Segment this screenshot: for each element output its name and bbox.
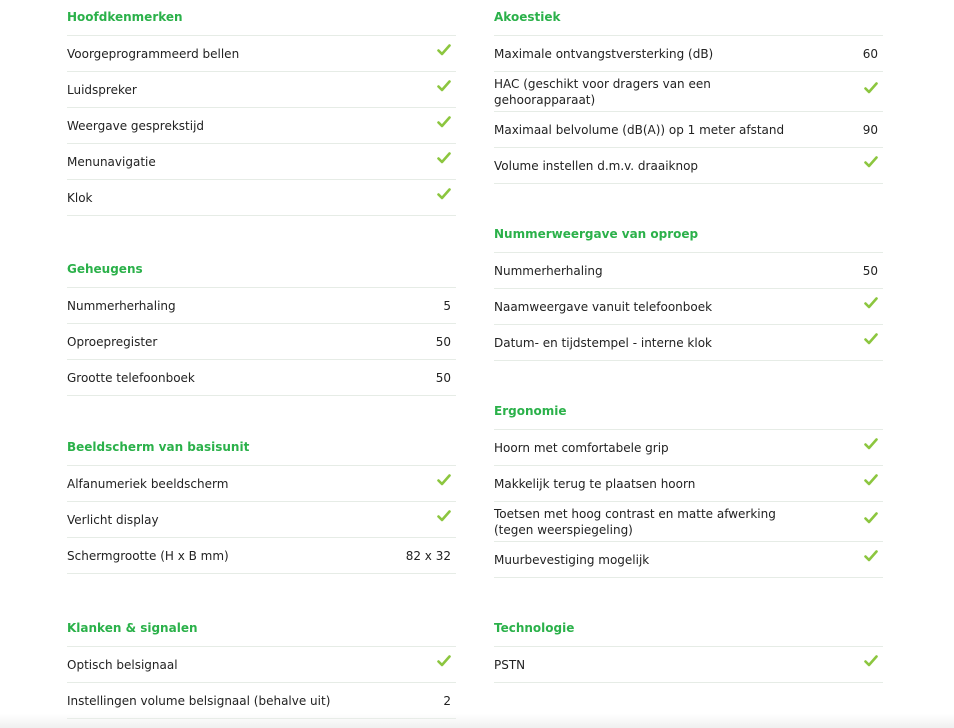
- spec-row: [67, 108, 456, 144]
- checkmark-icon: [864, 511, 878, 525]
- section-technologie: [494, 611, 883, 683]
- section-title: Hoofdkenmerken: [67, 0, 456, 36]
- spec-value: 5: [443, 298, 451, 313]
- section-title: Akoestiek: [494, 0, 883, 36]
- spec-label: Verlicht display: [67, 512, 159, 527]
- spec-value: 2: [443, 693, 451, 708]
- section-ergonomie: [494, 394, 883, 578]
- spec-row: [494, 289, 883, 325]
- section-beeldscherm-van-basisunit: [67, 430, 456, 574]
- section-title: Klanken & signalen: [67, 611, 456, 647]
- spec-row: [67, 466, 456, 502]
- spec-row: [67, 538, 456, 574]
- spec-label: Klok: [67, 190, 93, 205]
- spec-label: Maximale ontvangstversterking (dB): [494, 46, 714, 61]
- spec-label: PSTN: [494, 657, 526, 672]
- spec-value: 50: [435, 370, 451, 385]
- checkmark-icon: [437, 115, 451, 129]
- spec-row: [67, 324, 456, 360]
- spec-label: Weergave gesprekstijd: [67, 118, 205, 133]
- checkmark-icon: [864, 296, 878, 310]
- spec-label: Muurbevestiging mogelijk: [494, 552, 650, 567]
- checkmark-icon: [437, 654, 451, 668]
- section-geheugens: [67, 252, 456, 396]
- spec-label: HAC (geschikt voor dragers van een gehoorapparaat): [494, 76, 711, 107]
- checkmark-icon: [864, 473, 878, 487]
- spec-label: Alfanumeriek beeldscherm: [67, 476, 229, 491]
- checkmark-icon: [437, 79, 451, 93]
- checkmark-icon: [864, 549, 878, 563]
- section-klanken-signalen: [67, 611, 456, 719]
- checkmark-icon: [437, 473, 451, 487]
- spec-row: [494, 502, 883, 542]
- spec-label: Oproepregister: [67, 334, 158, 349]
- spec-value: 60: [862, 46, 878, 61]
- checkmark-icon: [437, 43, 451, 57]
- spec-row: [494, 466, 883, 502]
- spec-row: [494, 647, 883, 683]
- spec-label: Instellingen volume belsignaal (behalve uit): [67, 693, 331, 708]
- spec-row: [494, 542, 883, 578]
- spec-label: Datum- en tijdstempel - interne klok: [494, 335, 712, 350]
- spec-row: [67, 144, 456, 180]
- spec-label: Toetsen met hoog contrast en matte afwerking (tegen weerspiegeling): [494, 506, 776, 537]
- checkmark-icon: [864, 654, 878, 668]
- checkmark-icon: [864, 437, 878, 451]
- spec-row: [494, 253, 883, 289]
- spec-value: 90: [862, 122, 878, 137]
- section-title: Geheugens: [67, 252, 456, 288]
- spec-label: Menunavigatie: [67, 154, 156, 169]
- spec-label: Nummerherhaling: [494, 263, 603, 278]
- spec-row: [494, 430, 883, 466]
- spec-row: [494, 72, 883, 112]
- spec-label: Optisch belsignaal: [67, 657, 178, 672]
- section-title: Technologie: [494, 611, 883, 647]
- spec-value: 50: [435, 334, 451, 349]
- spec-row: [494, 325, 883, 361]
- checkmark-icon: [437, 187, 451, 201]
- spec-value: 50: [862, 263, 878, 278]
- section-akoestiek: [494, 0, 883, 184]
- spec-label: Luidspreker: [67, 82, 137, 97]
- spec-label: Voorgeprogrammeerd bellen: [67, 46, 240, 61]
- spec-row: [494, 112, 883, 148]
- spec-label: Makkelijk terug te plaatsen hoorn: [494, 476, 696, 491]
- spec-row: [494, 36, 883, 72]
- spec-label: Grootte telefoonboek: [67, 370, 195, 385]
- bottom-fade: [0, 714, 954, 728]
- checkmark-icon: [864, 332, 878, 346]
- spec-label: Naamweergave vanuit telefoonboek: [494, 299, 713, 314]
- spec-value: 82 x 32: [405, 548, 451, 563]
- spec-row: [67, 72, 456, 108]
- section-title: Ergonomie: [494, 394, 883, 430]
- spec-row: [67, 360, 456, 396]
- section-hoofdkenmerken: [67, 0, 456, 216]
- spec-row: [67, 288, 456, 324]
- spec-label: Maximaal belvolume (dB(A)) op 1 meter afstand: [494, 122, 785, 137]
- checkmark-icon: [437, 151, 451, 165]
- spec-row: [67, 36, 456, 72]
- spec-label: Hoorn met comfortabele grip: [494, 440, 669, 455]
- checkmark-icon: [864, 155, 878, 169]
- spec-label: Volume instellen d.m.v. draaiknop: [494, 158, 699, 173]
- checkmark-icon: [437, 509, 451, 523]
- section-nummerweergave-van-oproep: [494, 217, 883, 361]
- section-title: Nummerweergave van oproep: [494, 217, 883, 253]
- section-title: Beeldscherm van basisunit: [67, 430, 456, 466]
- spec-row: [67, 647, 456, 683]
- spec-row: [67, 180, 456, 216]
- checkmark-icon: [864, 81, 878, 95]
- spec-row: [67, 502, 456, 538]
- spec-label: Nummerherhaling: [67, 298, 176, 313]
- spec-row: [494, 148, 883, 184]
- spec-label: Schermgrootte (H x B mm): [67, 548, 229, 563]
